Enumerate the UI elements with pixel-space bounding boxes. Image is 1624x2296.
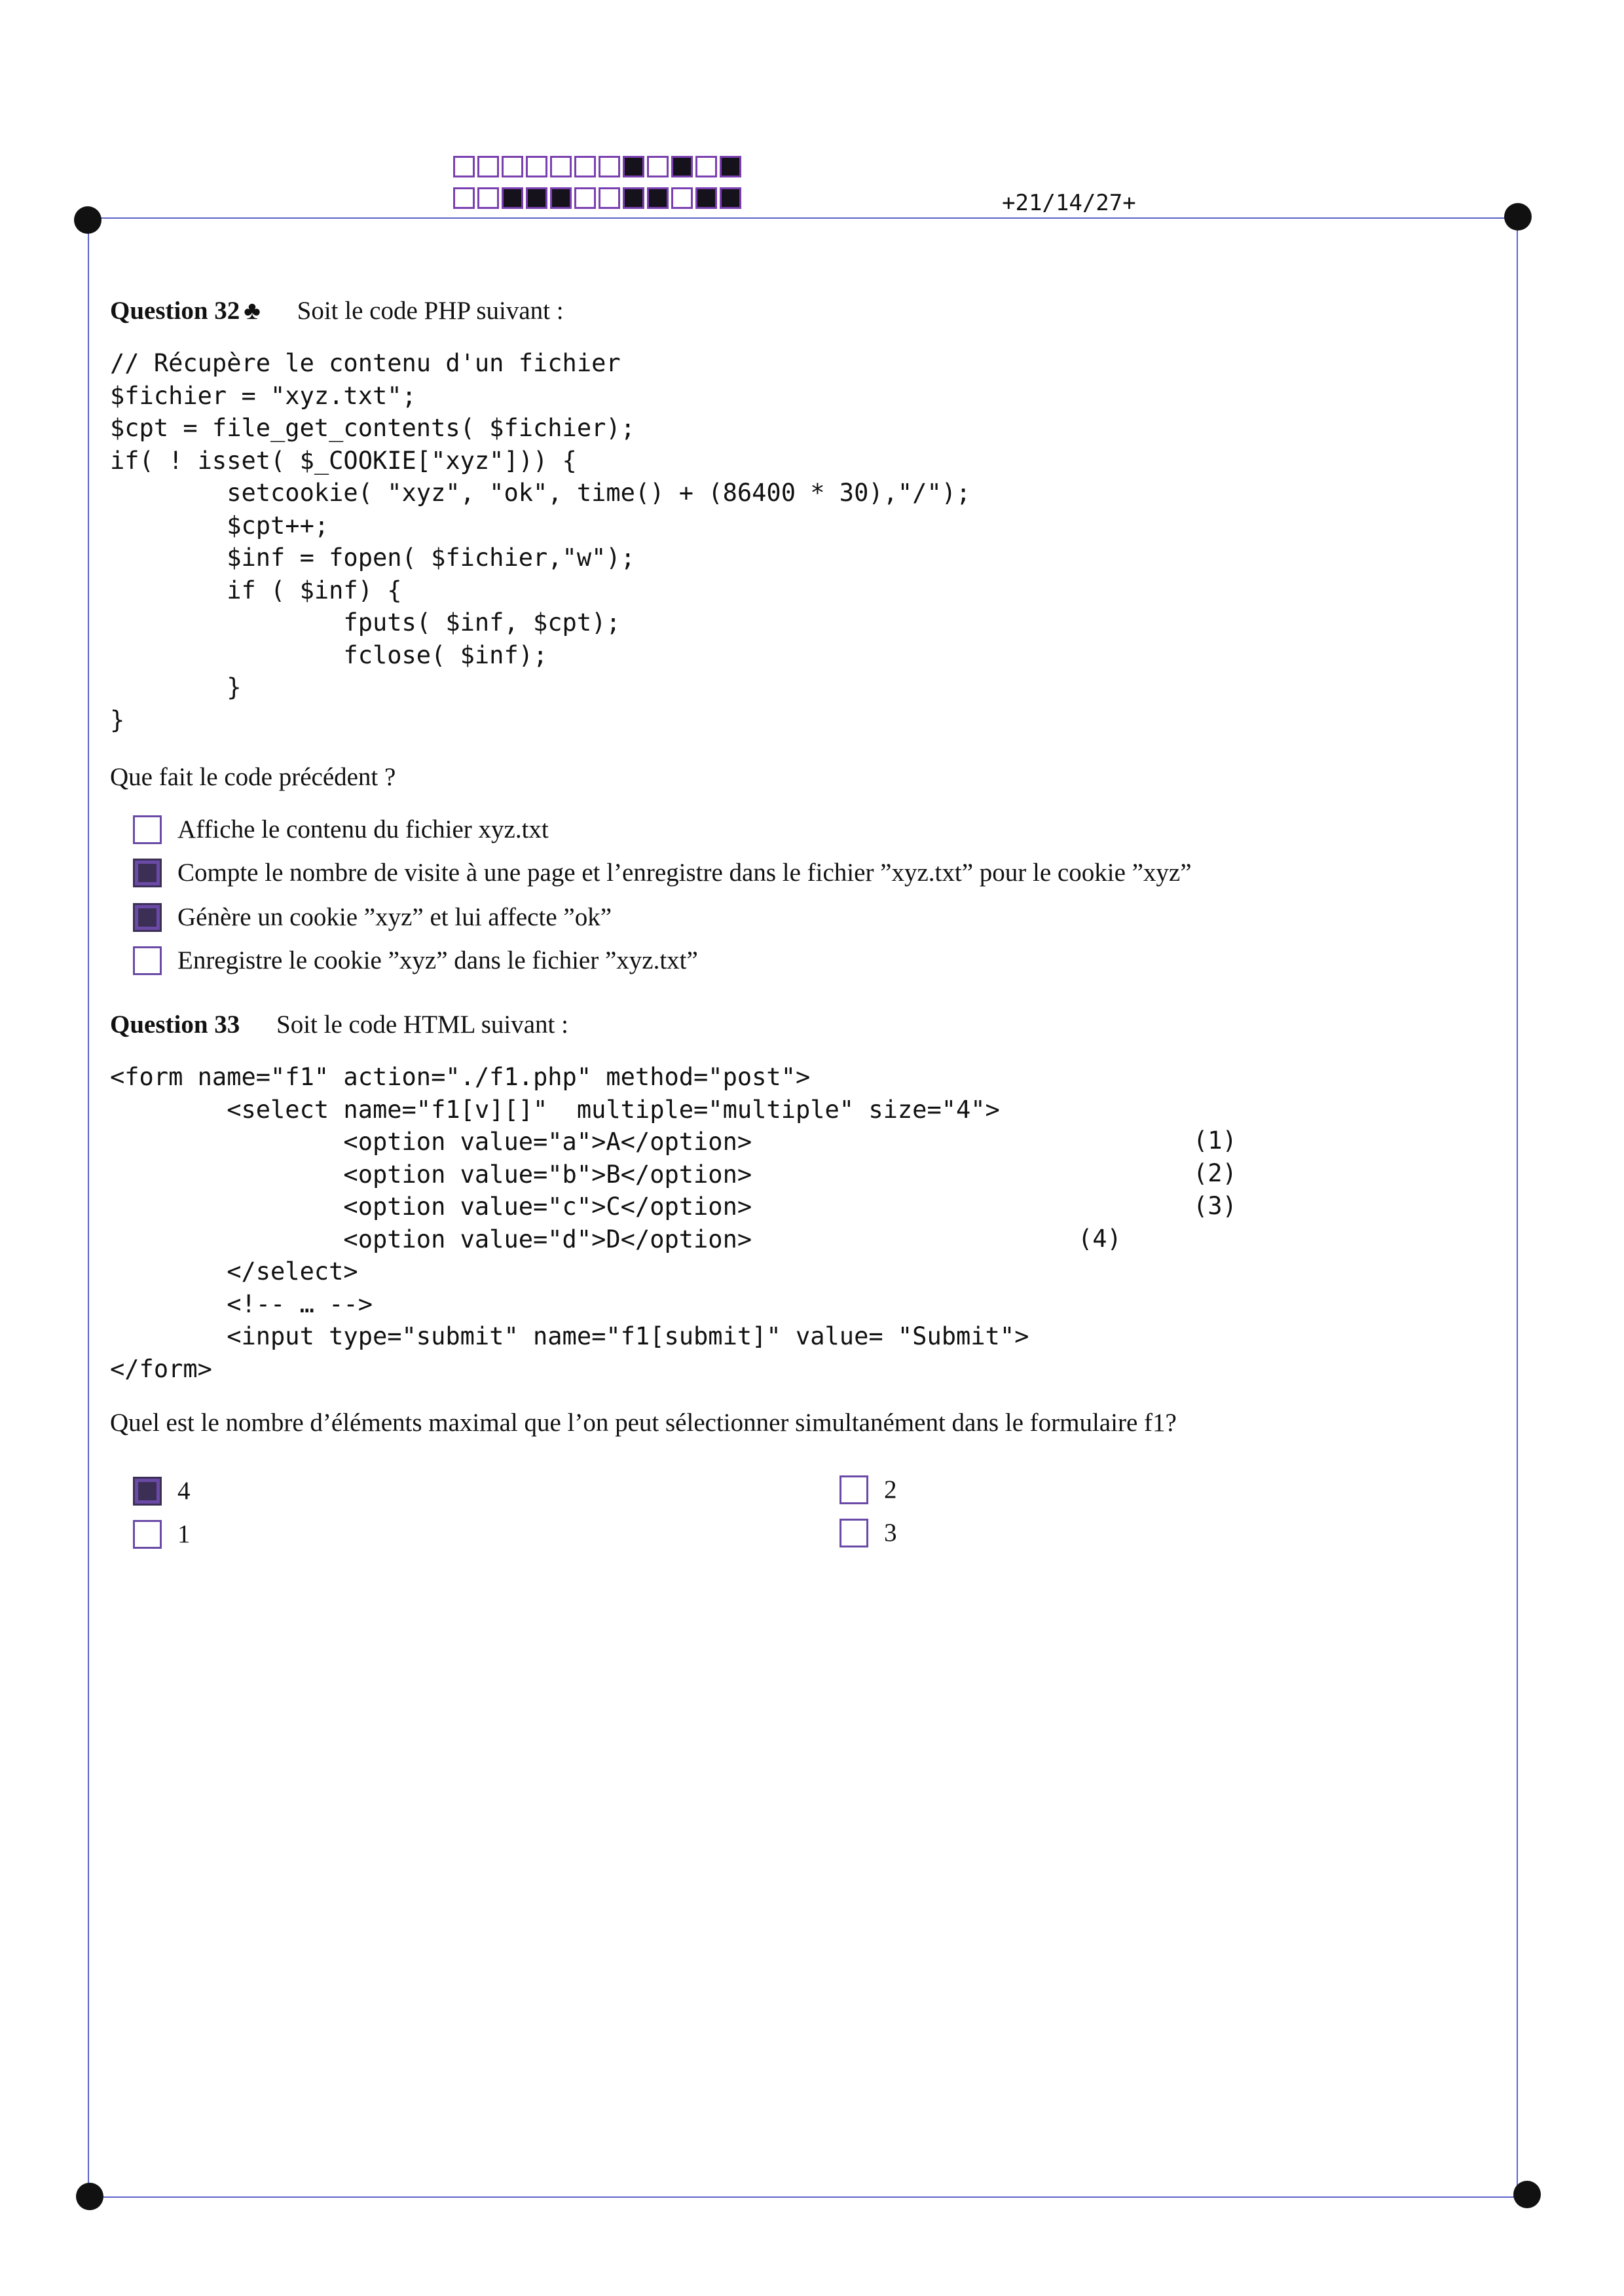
frame-left-border — [88, 219, 89, 2196]
q32-answer-3-checkbox[interactable] — [133, 903, 162, 932]
frame-bottom-border — [89, 2196, 1527, 2198]
q33-answer-4-checkbox[interactable] — [133, 1477, 162, 1506]
barcode-cell — [647, 156, 669, 177]
q32-answer-4[interactable] — [133, 946, 698, 975]
frame-right-border — [1517, 219, 1518, 2196]
q33-answer-2-checkbox[interactable] — [840, 1475, 868, 1504]
page-identifier: +21/14/27+ — [1002, 190, 1136, 216]
registration-mark-bottom-left — [76, 2183, 103, 2210]
barcode-cell — [574, 187, 596, 209]
q33-answer-1-checkbox[interactable] — [133, 1520, 162, 1549]
barcode-cell — [550, 187, 572, 209]
code-annotation-4: (4) — [1078, 1225, 1122, 1253]
q33-answer-4-label: 4 — [177, 1477, 191, 1505]
question-33-prompt: Quel est le nombre d’éléments maximal que l’on peut sélectionner simultanément dans le formulaire f1? — [110, 1409, 1177, 1437]
q32-answer-4-checkbox[interactable] — [133, 946, 162, 975]
question-33-intro: Soit le code HTML suivant : — [276, 1010, 568, 1039]
q32-answer-3-label: Génère un cookie ”xyz” et lui affecte ”ok” — [177, 903, 612, 931]
question-33-label: Question 33 — [110, 1010, 240, 1039]
q33-answer-4[interactable] — [133, 1476, 191, 1506]
club-icon: ♣ — [244, 297, 261, 325]
code-annotation-2: (2) — [1193, 1159, 1237, 1187]
html-code-block: <form name="f1" action="./f1.php" method="post"> <select name="f1[v][]" multiple="multiple" size="4"> <option value="a">A</option> <option value="b">B</option> <option value="c">C</option> <option value="d">D</option> </select> <!-- … --> <input type="submit" name="f1[submit]" value= "Submit"> </form> — [110, 1063, 1029, 1383]
barcode-cell — [453, 187, 475, 209]
registration-mark-top-left — [74, 206, 101, 234]
q32-answer-1-checkbox[interactable] — [133, 815, 162, 844]
barcode-cell — [477, 156, 499, 177]
question-32-header — [110, 296, 564, 325]
frame-top-border — [89, 217, 1518, 219]
barcode-cell — [502, 187, 523, 209]
question-32-prompt: Que fait le code précédent ? — [110, 763, 396, 791]
barcode-cell — [623, 187, 644, 209]
barcode-cell — [477, 187, 499, 209]
question-33-header — [110, 1010, 568, 1039]
q33-answer-1-label: 1 — [177, 1520, 191, 1548]
barcode-cell — [502, 156, 523, 177]
barcode-cell — [550, 156, 572, 177]
barcode-cell — [599, 187, 620, 209]
q32-answer-1-label: Affiche le contenu du fichier xyz.txt — [177, 815, 549, 843]
barcode-cell — [526, 187, 547, 209]
barcode-cell — [671, 156, 693, 177]
question-32-intro: Soit le code PHP suivant : — [297, 297, 564, 325]
php-code-block: // Récupère le contenu d'un fichier $fichier = "xyz.txt"; $cpt = file_get_contents( $fichier); if( ! isset( $_COOKIE["xyz"])) { setcookie( "xyz", "ok", time() + (86400 * 30),"/"); $cpt++; $inf = fopen( $fichier,"w"); if ( $inf) { fputs( $inf, $cpt); fclose( $inf); } } — [110, 349, 971, 734]
barcode-cell — [599, 156, 620, 177]
q32-answer-2-label: Compte le nombre de visite à une page et l’enregistre dans le fichier ”xyz.txt” pour le cookie ”xyz” — [177, 859, 1192, 887]
barcode-cell — [671, 187, 693, 209]
barcode-cell — [720, 187, 741, 209]
barcode-cell — [623, 156, 644, 177]
q32-answer-1[interactable] — [133, 815, 549, 844]
barcode-cell — [720, 156, 741, 177]
q33-answer-2-label: 2 — [884, 1475, 897, 1504]
q33-answer-3[interactable] — [840, 1518, 897, 1547]
barcode-cell — [574, 156, 596, 177]
q33-answer-3-checkbox[interactable] — [840, 1519, 868, 1547]
barcode-cell — [695, 187, 717, 209]
barcode-cell — [695, 156, 717, 177]
page-barcode-row-1 — [453, 156, 741, 177]
registration-mark-bottom-right — [1513, 2181, 1541, 2208]
code-annotation-1: (1) — [1193, 1126, 1237, 1155]
q32-answer-2[interactable] — [133, 858, 1192, 887]
q32-answer-2-checkbox[interactable] — [133, 859, 162, 887]
q33-answer-3-label: 3 — [884, 1519, 897, 1547]
q33-answer-2[interactable] — [840, 1475, 897, 1504]
barcode-cell — [453, 156, 475, 177]
q32-answer-4-label: Enregistre le cookie ”xyz” dans le fichier ”xyz.txt” — [177, 946, 698, 974]
barcode-cell — [647, 187, 669, 209]
q32-answer-3[interactable] — [133, 902, 612, 932]
code-annotation-3: (3) — [1193, 1192, 1237, 1220]
page-barcode-row-2 — [453, 187, 741, 209]
barcode-cell — [526, 156, 547, 177]
q33-answer-1[interactable] — [133, 1519, 191, 1549]
question-32-label: Question 32 — [110, 297, 240, 325]
registration-mark-top-right — [1504, 203, 1532, 231]
